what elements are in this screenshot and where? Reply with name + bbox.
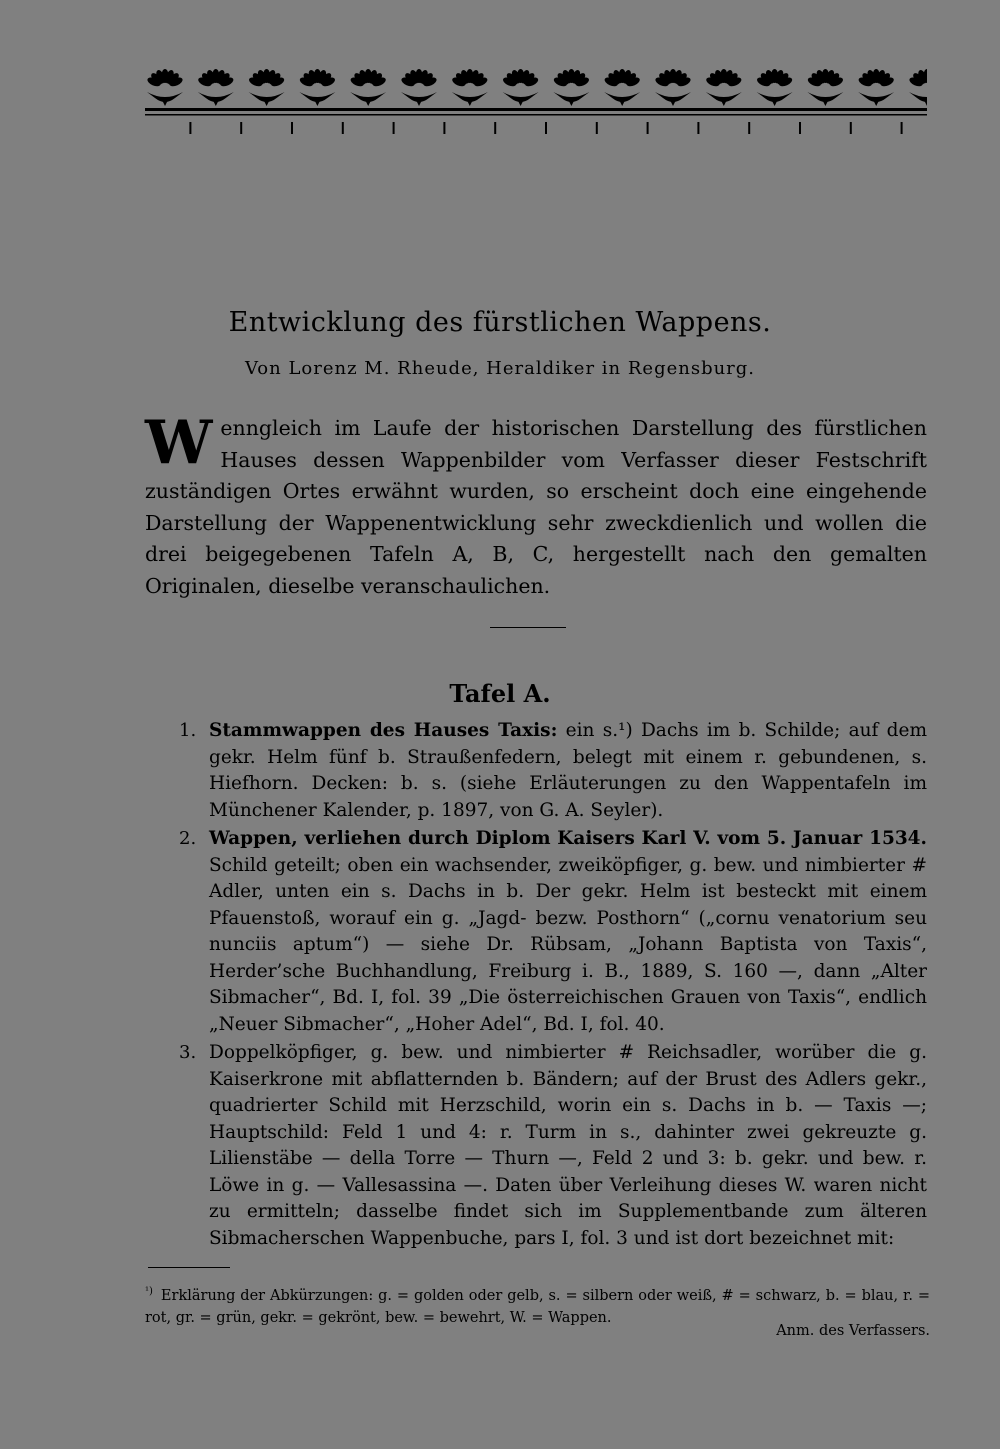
list-item: [145, 718, 927, 824]
list-item: [145, 826, 927, 1038]
entry-text: ein s.¹) Dachs im b. Schilde; auf dem gekr. Helm fünf b. Straußenfedern, belegt mit einem r. gebundenen, s. Hiefhorn. Decken: b. s. (siehe Erläuterungen zu den Wappentafeln im Münchener Kalender, p. 1897, von G. A. Seyler).: [209, 720, 927, 821]
section-separator: [490, 627, 566, 628]
entry-number: 3.: [179, 1042, 197, 1063]
ornamental-header-border: [145, 68, 927, 140]
entry-body: [209, 826, 927, 1038]
footnote: [145, 1281, 930, 1329]
section-heading: Tafel A.: [449, 679, 551, 708]
entry-body: [209, 1040, 927, 1252]
footnote-text: Erklärung der Abkürzungen: g. = golden oder gelb, s. = silbern oder weiß, # = schwarz, b. = blau, r. = rot, gr. = grün, gekr. = gekrönt, bew. = bewehrt, W. = Wappen.: [145, 1287, 930, 1326]
footnote-rule: [148, 1267, 230, 1268]
article-byline: Von Lorenz M. Rheude, Heraldiker in Regensburg.: [244, 358, 756, 379]
footnote-marker: ¹): [145, 1286, 153, 1297]
intro-paragraph: [145, 408, 927, 602]
drop-cap: W: [145, 408, 213, 478]
article-title: Entwicklung des fürstlichen Wappens.: [228, 307, 772, 338]
entry-body: [209, 718, 927, 824]
list-item: [145, 1040, 927, 1252]
entry-list: [145, 718, 927, 1254]
ornament-frieze-icon: [145, 68, 927, 140]
entry-text: Doppelköpfiger, g. bew. und nimbierter # Reichsadler, worüber die g. Kaiserkrone mit abflatternden b. Bändern; auf der Brust des Adlers gekr., quadrierter Schild mit Herzschild, worin ein s. Dachs in b. — Taxis —; Hauptschild: Feld 1 und 4: r. Turm in s., dahinter zwei gekreuzte g. Lilienstäbe — della Torre — Thurn —, Feld 2 und 3: b. gekr. und bew. r. Löwe in g. — Vallesassina —. Daten über Verleihung dieses W. waren nicht zu ermitteln; dasselbe findet sich im Supplementbande zum älteren Sibmacherschen Wappenbuche, pars I, fol. 3 und ist dort bezeichnet mit:: [209, 1042, 927, 1249]
entry-lead: Stammwappen des Hauses Taxis:: [209, 720, 558, 741]
intro-text: enngleich im Laufe der historischen Darstellung des fürstlichen Hauses dessen Wappenbilder vom Verfasser dieser Festschrift zuständigen Ortes erwähnt wurden, so erscheint doch eine eingehende Darstellung der Wappenentwicklung sehr zweckdienlich und wollen die drei beigegebenen Tafeln A, B, C, hergestellt nach den gemalten Originalen, dieselbe veranschaulichen.: [145, 416, 927, 598]
footnote-signature: Anm. des Verfassers.: [776, 1323, 930, 1339]
entry-number: 2.: [179, 828, 197, 849]
entry-lead: Wappen, verliehen durch Diplom Kaisers Karl V. vom 5. Januar 1534.: [209, 828, 927, 849]
entry-number: 1.: [179, 720, 197, 741]
entry-text: Schild geteilt; oben ein wachsender, zweiköpfiger, g. bew. und nimbierter # Adler, unten ein s. Dachs in b. Der gekr. Helm ist besteckt mit einem Pfauenstoß, worauf ein g. „Jagd- bezw. Posthorn“ („cornu venatorium seu nunciis aptum“) — siehe Dr. Rübsam, „Johann Baptista von Taxis“, Herder’sche Buchhandlung, Freiburg i. B., 1889, S. 160 —, dann „Alter Sibmacher“, Bd. I, fol. 39 „Die österreichischen Grauen von Taxis“, endlich „Neuer Sibmacher“, „Hoher Adel“, Bd. I, fol. 40.: [209, 854, 927, 1035]
